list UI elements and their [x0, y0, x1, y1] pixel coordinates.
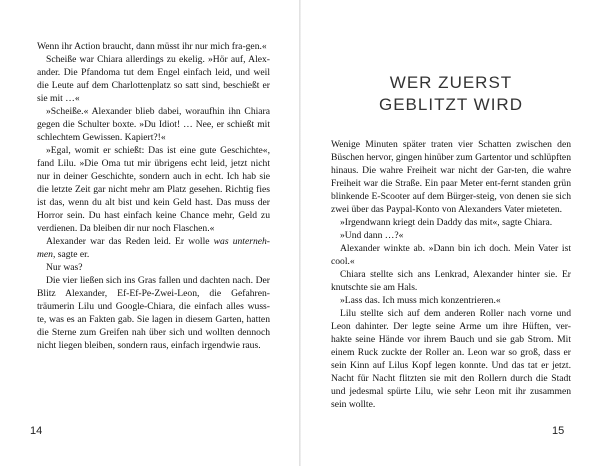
left-page [0, 0, 299, 466]
chapter-title [341, 72, 561, 116]
chapter-title-line: WER ZUERST [389, 73, 513, 92]
emphasis: was unterneh-men [37, 236, 270, 260]
paragraph [37, 235, 270, 261]
right-page-text [331, 138, 571, 411]
text-run: Alexander war das Reden leid. Er wolle [46, 236, 214, 247]
paragraph: Die vier ließen sich ins Gras fallen und dachten nach. Der Blitz Alexander, Ef-Ef-Pe-Zwei-Leon, die Gefahren-träumerin Lilu und Google-Chiara, die einfach alles wuss-te, was es an Fakten gab. Sie lagen in diesem Garten, hatten die Sterne zum Greifen nah über sich und wollten dennoch nicht liegen bleiben, sondern raus, einfach irgendwie raus. [37, 275, 270, 351]
paragraph: Lilu stellte sich auf dem anderen Roller nach vorne und Leon dahinter. Der legte seine Arme um ihre Hüften, ver-hakte seine Hände vor ihrem Bauch und sie gab Strom. Mit einem Ruck zuckte der Roller an. Leon war so groß, dass er sein Kinn auf Lilus Kopf legen konnte. Und das tat er jetzt. Nacht für Nacht flitzten sie mit den Rollern durch die Stadt und jedesmal spürte Lilu, wie sehr Leon mit ihr zusammen sein wollte. [331, 308, 571, 410]
paragraph: »Und dann …?« [340, 230, 404, 241]
page-number: 14 [30, 425, 43, 437]
paragraph: Chiara stellte sich ans Lenkrad, Alexander hinter sie. Er knutschte sie am Hals. [331, 269, 571, 293]
paragraph: Wenn ihr Action braucht, dann müsst ihr nur mich fra-gen.« [37, 41, 267, 52]
paragraph: »Lass das. Ich muss mich konzentrieren.« [340, 295, 501, 306]
left-page-text [37, 40, 270, 352]
paragraph: »Scheiße.« Alexander blieb dabei, woraufhin ihn Chiara gegen die Schulter boxte. »Du Idiot! … Nee, er schießt mit schlechtem Gewissen. Kapiert?!« [37, 106, 270, 143]
text-run: , sagte er. [52, 249, 90, 260]
paragraph: Alexander winkte ab. »Dann bin ich doch. Mein Vater ist cool.« [331, 243, 571, 267]
right-page [301, 0, 600, 466]
paragraph: Scheiße war Chiara allerdings zu ekelig. »Hör auf, Alex-ander. Die Pfandoma tut dem Engel einfach leid, und weil die Leute auf dem Charlottenplatz so satt sind, beschießt er sie mit …« [37, 54, 270, 104]
paragraph: »Egal, womit er schießt: Das ist eine gute Geschichte«, fand Lilu. »Die Oma tut mir übrigens echt leid, jetzt nicht nur in deiner Geschichte, sondern auch in echt. Ich hab sie die letzte Zeit gar nicht mehr am Platz gesehen. Richtig fies ist das, wenn du alt bist und kein Geld hast. Das muss der Horror sein. Du hast einfach keine Chance mehr, Geld zu verdienen. Da bleiben dir nur noch Flaschen.« [37, 145, 270, 234]
paragraph: »Irgendwann kriegt dein Daddy das mit«, sagte Chiara. [340, 217, 553, 228]
chapter-title-line: GEBLITZT WIRD [379, 95, 523, 114]
page-number: 15 [552, 425, 565, 437]
paragraph: Nur was? [46, 262, 83, 273]
paragraph: Wenige Minuten später traten vier Schatten zwischen den Büschen hervor, gingen hinüber zum Gartentor und schlüpften hinaus. Die wahre Freiheit war nicht der Gar-ten, die wahre Freiheit war die Straße. Ein paar Meter ent-fernt standen grün blinkende E-Scooter auf dem Bürger-steig, von denen sie sich zwei über das Paypal-Konto von Alexanders Vater mieteten. [331, 139, 571, 215]
